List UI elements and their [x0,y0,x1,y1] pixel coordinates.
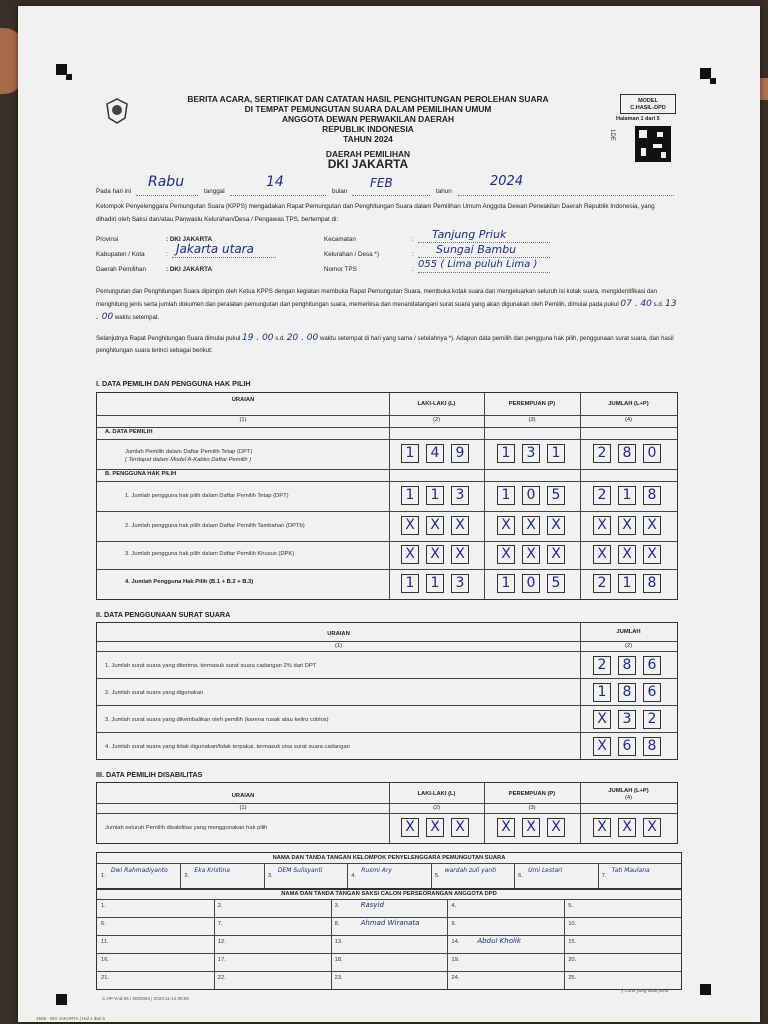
dapil-value: : DKI JAKARTA [166,266,213,273]
digit-box: X [451,818,469,837]
kabkota-value: Jakarta utara [176,242,254,256]
tahun-value: 2024 [490,174,524,189]
saksi-number: 13. [334,939,343,945]
kpps-number: 3. [267,873,273,879]
digit-box: X [401,516,419,535]
saksi-number: 6. [101,921,106,927]
saksi-number: 15. [568,939,577,945]
digit-box: X [401,545,419,564]
digit-box: X [426,545,444,564]
digit-box: 2 [593,574,611,593]
saksi-signature: Abdul Kholik [477,937,521,945]
corner-marker [66,74,72,80]
kelurahan-value: Sungai Bambu [436,243,517,256]
intro-text: Kelompok Penyelenggara Pemungutan Suara (KPPS) mengadakan Rapat Pemungutan dan Penghitungan Suara dalam Pemilihan Umum Anggota Dewan Perwakilan Daerah Republik Indonesia, yang dihadiri oleh Saksi dan/atau Panwaslu Kelurahan/Desa / Pengawas TPS, bertempat di: [96,203,655,223]
digit-box: 4 [426,444,444,463]
label-bulan: bulan [332,188,348,195]
pemungutan-paragraph: Pemungutan dan Penghitungan Suara dipimpin oleh Ketua KPPS dengan kegiatan membuka Rapat Pemungutan Suara, membuka kotak suara dan mengeluarkan seluruh isi kotak suara, mengidentifikasi dan menghitung jenis serta jumlah dokumen dan peralatan pemungutan dan penghitungan suara, memeriksa dan menandatangani surat suara yang akan digunakan oleh Pemilih, dimulai pada pukul 07 . 40 s.d. 13 . 00 waktu setempat. [96,288,677,322]
kpps-number: 1. [101,873,106,879]
saksi-number: 18. [334,957,343,963]
digit-box: X [593,737,611,756]
digit-box: 3 [451,486,469,505]
penghitungan-paragraph: Selanjutnya Rapat Penghitungan Suara dimulai pukul 19 . 00 s.d. 20 . 00 waktu setempat di hari yang sama / setelahnya *). Adapun data pemilih dan pengguna hak pilih, penggunaan surat suara, dan hasil penghitungan suara terinci sebagai berikut: [96,333,674,354]
kpps-number: 6. [518,873,523,879]
digit-box: 2 [593,486,611,505]
saksi-number: 10. [568,921,577,927]
time-end-2: 20 . 00 [286,333,319,343]
section-2-title: II. DATA PENGGUNAAN SURAT SUARA [96,610,231,619]
saksi-number: 8. [334,921,340,927]
label-kecamatan: Kecamatan [324,236,356,243]
saksi-number: 23. [334,975,343,981]
digit-box: 2 [593,444,611,463]
digit-box: 1 [426,486,444,505]
digit-box: 1 [497,486,515,505]
model-box: MODEL C.HASIL-DPD [620,94,676,114]
digit-box: 8 [643,737,661,756]
kpps-number: 7. [601,873,607,879]
page-indicator: Halaman 1 dari 5 [616,116,660,122]
saksi-number: 24. [451,975,460,981]
kpps-signature: Dwi Rahmadiyanto [111,867,168,874]
saksi-number: 12. [217,939,226,945]
footer-code: C.HP-Vnd-05 / 0000004 | 2023-11-14 09:00 [102,996,189,1001]
digit-box: X [426,516,444,535]
time-end-1: 13 . 00 [96,299,677,322]
kpps-number: 5. [434,873,440,879]
digit-box: 8 [618,683,636,702]
kpu-emblem-icon [106,98,128,124]
saksi-number: 4. [451,903,457,909]
digit-box: 2 [643,710,661,729]
saksi-signature: Rasyid [360,901,384,909]
digit-box: X [547,545,565,564]
kpps-number: 4. [351,873,357,879]
digit-box: 1 [618,574,636,593]
kecamatan-value: Tanjung Priuk [432,228,507,241]
digit-box: 8 [643,574,661,593]
saksi-number: 7. [217,921,223,927]
digit-box: 8 [643,486,661,505]
saksi-number: 17. [217,957,226,963]
kpps-signature: DEM Sulisyanti [277,867,323,874]
section-3-title: III. DATA PEMILIH DISABILITAS [96,770,203,779]
digit-box: X [618,545,636,564]
kpps-signature: Rusmi Ary [361,867,392,874]
saksi-signature: Ahmad Wiranata [360,919,420,927]
digit-box: X [643,545,661,564]
digit-box: 3 [522,444,540,463]
digit-box: 5 [547,574,565,593]
saksi-number: 20. [568,957,577,963]
digit-box: 6 [643,656,661,675]
corner-marker [710,78,716,84]
digit-box: X [618,516,636,535]
digit-box: 8 [618,444,636,463]
digit-box: X [522,818,540,837]
digit-box: 8 [618,656,636,675]
saksi-number: 25. [568,975,577,981]
saksi-number: 19. [451,957,460,963]
digit-box: 3 [618,710,636,729]
digit-box: 9 [451,444,469,463]
bulan-value: FEB [370,176,393,190]
digit-box: 2 [593,656,611,675]
digit-box: X [547,516,565,535]
table-pemilih: URAIAN LAKI-LAKI (L) PEREMPUAN (P) JUMLAH (L+P) (1) (2) (3) (4) A. DATA PEMILIH Jumlah Pemilih dalam Daftar Pemilih Tetap (DPT) ( Terdapat dalam Model A-Kabko Daftar Pemilih ) B. PENGGUNA HAK PILIH 1. Jumlah pengguna hak pilih dalam Daftar Pemilih Tetap (DPT) 2. Jumlah pengguna hak pilih dalam Daftar Pemilih Tambahan (DPTb) 3. Jumlah pengguna hak pilih dalam Daftar Pemilih Khusus (DPK) 4. Jumlah Pengguna Hak Pilih (B.1 + B.2 + B.3) 1 4 9 1 3 1 2 8 0 1 1 3 1 0 5 2 1 8 X X X X X X X X X X X X X X X X X X 1 1 3 1 0 5 2 1 8 [96,392,678,600]
digit-box: 1 [401,574,419,593]
digit-box: X [497,516,515,535]
digit-box: X [522,516,540,535]
label-provinsi: Provinsi [96,236,119,243]
digit-box: 1 [497,574,515,593]
digit-box: X [451,516,469,535]
digit-box: 1 [401,444,419,463]
table-surat-suara: URAIAN JUMLAH (1) (2) 1. Jumlah surat suara yang diterima, termasuk surat suara cadangan 2% dari DPT 2. Jumlah surat suara yang digunakan 3. Jumlah surat suara yang dikembalikan oleh pemilih (karena rusak atau keliru coblos) 4. Jumlah surat suara yang tidak digunakan/tidak terpakai, termasuk sisa surat suara cadangan 2 8 6 1 8 6 X 3 2 X 6 8 [96,622,678,760]
digit-box: X [618,818,636,837]
kpps-signature: Eka Kristina [194,867,230,874]
footnote: *) Coret yang tidak perlu [620,988,669,993]
digit-box: 1 [497,444,515,463]
saksi-number: 3. [334,903,340,909]
digit-box: 1 [593,683,611,702]
kpps-number: 2. [184,873,190,879]
digit-box: X [497,545,515,564]
digit-box: X [643,516,661,535]
label-dapil: Daerah Pemilihan [96,266,147,273]
digit-box: 1 [618,486,636,505]
digit-box: 0 [522,574,540,593]
digit-box: X [593,516,611,535]
digit-box: 6 [618,737,636,756]
saksi-number: 21. [101,975,110,981]
digit-box: 5 [547,486,565,505]
corner-marker [56,994,67,1005]
saksi-number: 2. [217,903,223,909]
label-tanggal: tanggal [204,188,225,195]
digit-box: X [451,545,469,564]
digit-box: 0 [643,444,661,463]
form-title: BERITA ACARA, SERTIFIKAT DAN CATATAN HASIL PENGHITUNGAN PEROLEHAN SUARA DI TEMPAT PEMUNGUTAN SUARA DALAM PEMILIHAN UMUM ANGGOTA DEWAN PERWAKILAN DAERAH REPUBLIK INDONESIA TAHUN 2024 DAERAH PEMILIHAN DKI JAKARTA [187,94,549,171]
saksi-number: 5. [568,903,574,909]
hari-value: Rabu [148,174,185,190]
digit-box: 1 [426,574,444,593]
table-disabilitas: URAIAN LAKI-LAKI (L) PEREMPUAN (P) JUMLAH (L+P) (1) (2) (3) (4) Jumlah seluruh Pemilih disabilitas yang menggunakan hak pilih X X X X X X X X X [96,782,678,844]
digit-box: X [497,818,515,837]
label-tps: Nomor TPS [324,266,357,273]
digit-box: X [426,818,444,837]
saksi-number: 9. [451,921,457,927]
saksi-number: 16. [101,957,110,963]
time-start-2: 19 . 00 [242,333,274,343]
digit-box: X [593,710,611,729]
saksi-number: 22. [217,975,226,981]
saksi-number: 11. [101,939,109,945]
label-kabkota: Kabupaten / Kota [96,251,145,258]
saksi-number: 14. [451,939,460,945]
kpps-signature: wardah zuli yanti [444,867,497,874]
footer-page: 1508 - DKI JAKARTA | Hal 1 dari 5 [36,1016,106,1021]
digit-box: 6 [643,683,661,702]
kpps-signature: Umi Lestari [528,867,563,874]
digit-box: 1 [401,486,419,505]
digit-box: X [593,545,611,564]
digit-box: X [593,818,611,837]
digit-box: 3 [451,574,469,593]
section-1-title: I. DATA PEMILIH DAN PENGGUNA HAK PILIH [96,379,251,388]
saksi-number: 1. [101,903,106,909]
label-pada-hari-ini: Pada hari ini [96,188,132,195]
corner-marker [700,984,711,995]
digit-box: X [547,818,565,837]
label-tahun: tahun [436,188,452,195]
kpps-signature: Tati Maulana [611,867,650,874]
label-kelurahan: Kelurahan / Desa *) [324,251,379,258]
provinsi-value: : DKI JAKARTA [166,236,213,243]
qr-code [635,126,671,162]
time-start-1: 07 . 40 [620,299,652,309]
form-code: 1DE [608,129,615,141]
ballot-form-page: BERITA ACARA, SERTIFIKAT DAN CATATAN HASIL PENGHITUNGAN PEROLEHAN SUARA DI TEMPAT PEMUNGUTAN SUARA DALAM PEMILIHAN UMUM ANGGOTA DEWAN PERWAKILAN DAERAH REPUBLIK INDONESIA TAHUN 2024 DAERAH PEMILIHAN DKI JAKARTA MODEL C.HASIL-DPD Halaman 1 dari 5 1DE Pada hari ini Rabu tanggal 14 bulan FEB tahun 2024 Kelompok Penyelenggara Pemungutan Suara (KPPS) mengadakan Rapat Pemungutan dan Penghitungan Suara dalam Pemilihan Umum Anggota Dewan Perwakilan Daerah Republik Indonesia, yang dihadiri oleh Saksi dan/atau Panwaslu Kelurahan/Desa / Pengawas TPS, bertempat di: Provinsi : DKI JAKARTA Kabupaten / Kota : Jakarta utara Daerah Pemilihan : DKI JAKARTA Kecamatan : Tanjung Priuk Kelurahan / Desa *) : Sungai Bambu Nomor TPS : 055 ( Lima puluh Lima ) Pemungutan dan Penghitungan Suara dipimpin oleh Ketua KPPS dengan kegiatan membuka Rapat Pemungutan Suara, membuka kotak suara dan mengeluarkan seluruh isi kotak suara, mengidentifikasi dan menghitung jenis serta jumlah dokumen dan peralatan pemungutan dan penghitungan suara, memeriksa dan menandatangani surat suara yang akan digunakan oleh Pemilih, dimulai pada pukul 07 . 40 s.d. 13 . 00 waktu setempat. Selanjutnya Rapat Penghitungan Suara dimulai pukul 19 . 00 s.d. 20 . 00 waktu setempat di hari yang sama / setelahnya *). Adapun data pemilih dan pengguna hak pilih, penggunaan surat suara, dan hasil penghitungan suara terinci sebagai berikut: I. DATA PEMILIH DAN PENGGUNA HAK PILIH URAIAN LAKI-LAKI (L) PEREMPUAN (P) JUMLAH (L+P) (1) (2) (3) (4) A. DATA PEMILIH Jumlah Pemilih dalam Daftar Pemilih Tetap (DPT) ( Terdapat dalam Model A-Kabko Daftar Pemilih ) B. PENGGUNA HAK PILIH 1. Jumlah pengguna hak pilih dalam Daftar Pemilih Tetap (DPT) 2. Jumlah pengguna hak pilih dalam Daftar Pemilih Tambahan (DPTb) 3. Jumlah pengguna hak pilih dalam Daftar Pemilih Khusus (DPK) 4. Jumlah Pengguna Hak Pilih (B.1 + B.2 + B.3) 1 4 9 1 3 1 2 8 0 1 1 3 1 0 5 2 1 8 X X X X X X X X X X X X X X X X X X 1 1 3 1 0 5 2 1 8 II. DATA PENGGUNAAN SURAT SUARA URAIAN JUMLAH (1) (2) 1. Jumlah surat suara yang diterima, termasuk surat suara cadangan 2% dari DPT 2. Jumlah surat suara yang digunakan 3. Jumlah surat suara yang dikembalikan oleh pemilih (karena rusak atau keliru coblos) 4. Jumlah surat suara yang tidak digunakan/tidak terpakai, termasuk sisa surat suara cadangan 2 8 6 1 8 6 X 3 2 X 6 8 III. DATA PEMILIH DISABILITAS URAIAN LAKI-LAKI (L) PEREMPUAN (P) JUMLAH (L+P) (1) (2) (3) (4) Jumlah seluruh Pemilih disabilitas yang menggunakan hak pilih X X X X X X X X X NAMA DAN TANDA TANGAN KELOMPOK PENYELENGGARA PEMUNGUTAN SUARA 1. Dwi Rahmadiyanto 2. Eka Kristina 3. DEM Sulisyanti 4. Rusmi Ary 5. wardah zuli yanti 6. Umi Lestari 7. Tati Maulana NAMA DAN TANDA TANGAN SAKSI CALON PERSEORANGAN ANGGOTA DPD 1. 2. 3. 4. 5. 6. 7. 8. 9. 10. 11. 12. 13. 14. 15. 16. 17. 18. 19. 20. 21. 22. 23. 24. 25. Rasyid Ahmad Wiranata Abdul Kholik *) Coret yang tidak perlu C.HP-Vnd-05 / 0000004 | 2023-11-14 09:00 1508 - DKI JAKARTA | Hal 1 dari 5 [18,6,760,1022]
digit-box: X [643,818,661,837]
saksi-signature-table: NAMA DAN TANDA TANGAN SAKSI CALON PERSEORANGAN ANGGOTA DPD 1. 2. 3. 4. 5. 6. 7. 8. 9. 10. 11. 12. 13. 14. 15. 16. 17. 18. 19. 20. 21. 22. 23. 24. 25. Rasyid Ahmad Wiranata Abdul Kholik [96,888,682,990]
tps-value: 055 ( Lima puluh Lima ) [418,259,538,270]
digit-box: 0 [522,486,540,505]
digit-box: 1 [547,444,565,463]
tanggal-value: 14 [266,174,284,190]
digit-box: X [522,545,540,564]
kpps-signature-table: NAMA DAN TANDA TANGAN KELOMPOK PENYELENGGARA PEMUNGUTAN SUARA 1. Dwi Rahmadiyanto 2. Eka Kristina 3. DEM Sulisyanti 4. Rusmi Ary 5. wardah zuli yanti 6. Umi Lestari 7. Tati Maulana [96,852,682,890]
digit-box: X [401,818,419,837]
